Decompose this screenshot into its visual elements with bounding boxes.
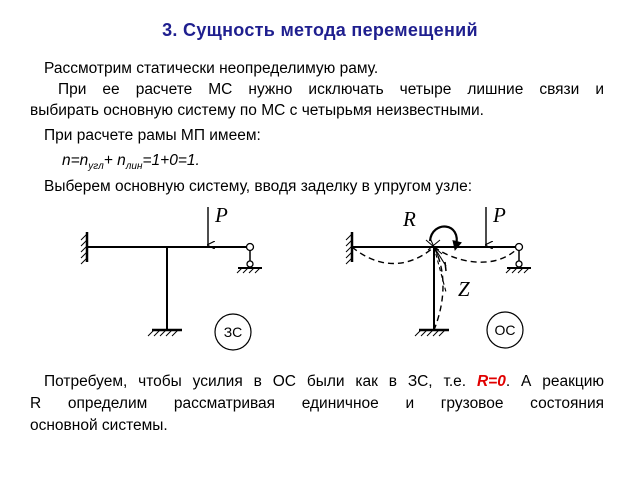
left-load-label: P [215,203,228,227]
right-load-label: P [493,203,506,227]
left-pin-lower [247,261,253,267]
basic-system-text: Выберем основную систему, вводя заделку в упругом узле: [44,178,473,195]
formula-n: n=n [62,152,89,169]
bottom-line1-b: . А реакцию [505,373,605,390]
right-badge-label: ОС [494,322,516,338]
bottom-line1-a: Потребуем, чтобы усилия в ОС были как в ЗС, т.е. [44,373,467,390]
left-frame [81,203,262,350]
left-badge-label: ЗС [223,324,243,340]
page-title: 3. Сущность метода перемещений [162,20,478,40]
bottom-line2: R определим рассматривая единичное и грузовое состояния [30,395,604,412]
rotation-line-2 [434,247,446,266]
reaction-arc-arrow [430,227,457,246]
formula-rest: =1+0=1. [142,152,200,169]
bottom-line1 [44,371,604,392]
mp-text: При расчете рамы МП имеем: [44,127,261,144]
reaction-label: R [403,207,416,231]
right-pin [516,244,523,251]
right-pin-lower [516,261,522,267]
displacement-label: Z [458,277,470,301]
formula-plus: + n [103,152,126,169]
left-pin [247,244,254,251]
intro-text: Рассмотрим статически неопределимую раму. [44,60,379,77]
mc-text-line1: При ее расчете МС нужно исключать четыре лишние связи и [58,81,604,98]
formula-sub-lin: лин [125,161,143,173]
right-frame [346,203,531,348]
formula-sub-ugl: угл [88,161,104,173]
z-arrow [445,262,446,271]
mc-text-line2: выбирать основную систему по МС с четырьмя неизвестными. [30,102,484,119]
bottom-line3: основной системы. [30,417,168,434]
r-zero: R=0 [476,373,506,390]
